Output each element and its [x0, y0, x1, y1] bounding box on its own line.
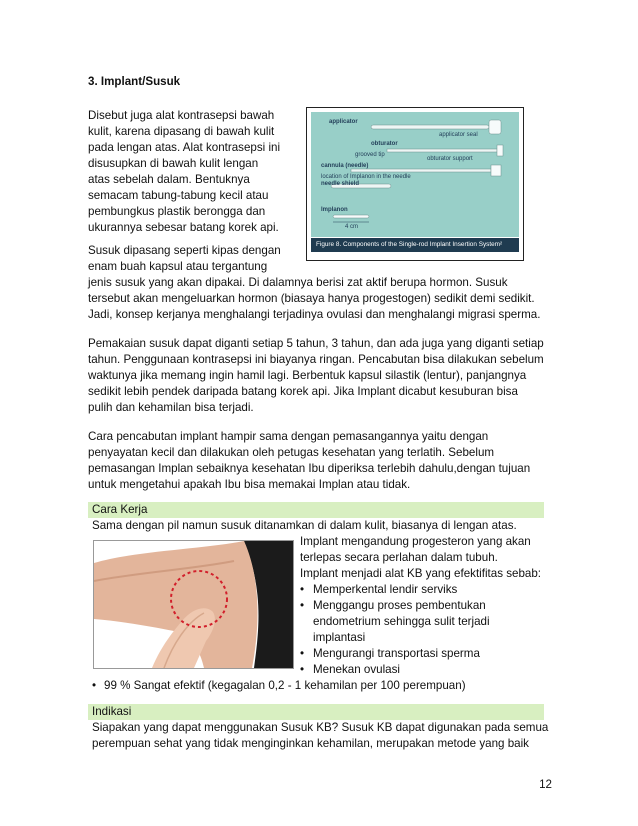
text-line: untuk mengetahui apakah Ibu bisa memakai Implan atau tidak. — [88, 478, 411, 491]
text-line: pulih dan kehamilan bisa terjadi. — [88, 401, 254, 414]
text-line: enam buah kapsul atau tergantung — [88, 260, 268, 273]
text-line: sedikit lebih pendek daripada batang korek api. Jika Implant dicabut kesuburan bisa — [88, 385, 518, 398]
text-line: tersebut akan mengeluarkan hormon (biasaya hanya progestogen) sedikit demi sedikit. — [88, 292, 535, 305]
text-line: tahun. Penggunaan kontrasepsi ini biayanya ringan. Pencabutan bisa dilakukan sebelum — [88, 353, 544, 366]
label-length: 4 cm — [345, 224, 359, 230]
cara-kerja-line: Sama dengan pil namun susuk ditanamkan di dalam kulit, biasanya di lengan atas. — [92, 519, 517, 532]
bullet-marker: • — [300, 599, 305, 612]
bullet-item: Menekan ovulasi — [313, 663, 401, 676]
implant-photo — [311, 112, 519, 237]
text-line: kulit, karena dipasang di bawah kulit — [88, 125, 275, 138]
text-line: disusupkan di bawah kulit lengan — [88, 157, 259, 170]
label-location: location of Implanon in the needle — [321, 174, 411, 180]
text-line: pembungkus plastik berongga dan — [88, 205, 266, 218]
section-title: 3. Implant/Susuk — [88, 75, 181, 88]
indikasi-heading: Indikasi — [92, 705, 132, 718]
label-obturator: obturator — [371, 141, 398, 147]
bullet-marker: • — [300, 647, 305, 660]
label-implanon: Implanon — [321, 207, 348, 213]
figure-caption: Figure 8. Components of the Single-rod Implant Insertion System² — [311, 238, 519, 252]
mechanism-line: Implant menjadi alat KB yang efektifitas sebab: — [300, 567, 542, 580]
text-line: ukurannya sebesar batang korek api. — [88, 221, 279, 234]
text-line: semacam tabung-tabung kecil atau — [88, 189, 269, 202]
label-applicator-seal: applicator seal — [439, 132, 478, 138]
arm-implant-photo — [93, 540, 294, 669]
label-applicator: applicator — [329, 119, 358, 125]
text-line: Disebut juga alat kontrasepsi bawah — [88, 109, 275, 122]
label-cannula: cannula (needle) — [321, 163, 369, 169]
implant-figure — [306, 107, 524, 261]
bullet-marker: • — [92, 679, 97, 692]
mechanism-line: Implant mengandung progesteron yang akan — [300, 535, 531, 548]
efficacy-line: 99 % Sangat efektif (kegagalan 0,2 - 1 kehamilan per 100 perempuan) — [104, 679, 466, 692]
bullet-item-continued: implantasi — [313, 631, 366, 644]
text-line: pada lengan atas. Alat kontrasepsi ini — [88, 141, 281, 154]
text-line: atas sebelah dalam. Bentuknya — [88, 173, 250, 186]
indikasi-line: Siapakan yang dapat menggunakan Susuk KB? Susuk KB dapat digunakan pada semua — [92, 721, 549, 734]
cara-kerja-heading: Cara Kerja — [92, 503, 148, 516]
bullet-item: Menggangu proses pembentukan — [313, 599, 486, 612]
arm-illustration — [94, 541, 293, 668]
indikasi-heading-band — [88, 704, 544, 720]
text-line: Cara pencabutan implant hampir sama dengan pemasangannya yaitu dengan — [88, 430, 489, 443]
label-obturator-support: obturator support — [427, 156, 473, 162]
mechanism-line: terlepas secara perlahan dalam tubuh. — [300, 551, 498, 564]
bullet-item: Mengurangi transportasi sperma — [313, 647, 480, 660]
bullet-marker: • — [300, 663, 305, 676]
label-grooved-tip: grooved tip — [355, 152, 385, 158]
text-line: Jadi, konsep kerjanya menghalangi terjadinya ovulasi dan menghalangi migrasi sperma. — [88, 308, 541, 321]
cara-kerja-heading-band — [88, 502, 544, 518]
page-number: 12 — [539, 778, 552, 791]
bullet-marker: • — [300, 583, 305, 596]
text-line: waktunya jika memang ingin hamil lagi. Berbentuk kapsul silastik (lentur), panjangnya — [88, 369, 527, 382]
label-needle-shield: needle shield — [321, 181, 360, 187]
text-line: penyayatan kecil dan dilakukan oleh petugas kesehatan yang terlatih. Sebelum — [88, 446, 495, 459]
indikasi-line: perempuan sehat yang tidak menginginkan kehamilan, merupakan metode yang baik — [92, 737, 529, 750]
text-line: jenis susuk yang akan dipakai. Di dalamnya berisi zat aktif berupa hormon. Susuk — [88, 276, 508, 289]
text-line: Susuk dipasang seperti kipas dengan — [88, 244, 281, 257]
bullet-item-continued: endometrium sehingga sulit terjadi — [313, 615, 490, 628]
bullet-item: Memperkental lendir serviks — [313, 583, 458, 596]
text-line: pemasangan Implan sebaiknya kesehatan Ibu diperiksa terlebih dahulu,dengan tujuan — [88, 462, 531, 475]
text-line: Pemakaian susuk dapat diganti setiap 5 tahun, 3 tahun, dan ada juga yang diganti setiap — [88, 337, 544, 350]
